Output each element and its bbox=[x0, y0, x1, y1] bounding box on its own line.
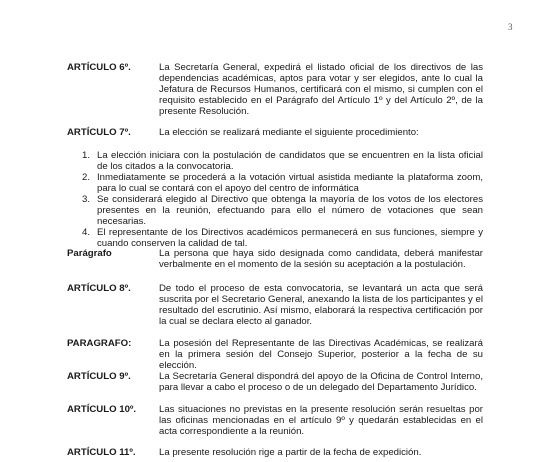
article-label: Parágrafo bbox=[67, 248, 112, 259]
article-text: La presente resolución rige a partir de la fecha de expedición. bbox=[159, 447, 422, 458]
list-item-number: 3. bbox=[82, 194, 91, 205]
list-item-text: Se considerará elegido al Directivo que obtenga la mayoría de los votos de los electores presentes en la reunión, efectuando para ello el número de votaciones que sean necesarias. bbox=[97, 194, 483, 227]
list-item-number: 1. bbox=[82, 150, 91, 161]
article-text: La elección se realizará mediante el siguiente procedimiento: bbox=[159, 127, 419, 138]
list-item-number: 2. bbox=[82, 172, 91, 183]
list-item-number: 4. bbox=[82, 227, 91, 238]
list-item bbox=[82, 172, 483, 194]
list-item bbox=[82, 227, 483, 249]
article-text: De todo el proceso de esta convocatoria, se levantará un acta que será suscrita por el Secretario General, anexando la lista de los participantes y el resultado del escrutinio. Así mismo, elaborará la respectiva certificación por la cual se declara electo al ganador. bbox=[159, 283, 483, 327]
list-item-text: La elección iniciara con la postulación de candidatos que se encuentren en la lista oficial de los citados a la convocatoria. bbox=[97, 150, 483, 172]
article-8 bbox=[67, 283, 483, 327]
article-text: Las situaciones no previstas en la presente resolución serán resueltas por las oficinas mencionadas en el artículo 9º y quedarán establecidas en el acta correspondiente a la reunión. bbox=[159, 404, 483, 437]
article-9 bbox=[67, 371, 483, 393]
page-number: 3 bbox=[508, 22, 513, 32]
procedure-list bbox=[82, 150, 483, 249]
article-text: La Secretaría General, expedirá el listado oficial de los directivos de las dependencias académicas, aptos para votar y ser elegidos, ante lo cual la Jefatura de Recursos Humanos, certificará con el mismo, si cumplen con el requisito establecido en el Parágrafo del Artículo 1º y del Artículo 2º, de la presente Resolución. bbox=[159, 62, 483, 117]
list-item-text: El representante de los Directivos académicos permanecerá en sus funciones, siempre y cuando conserven la calidad de tal. bbox=[97, 227, 483, 249]
list-item bbox=[82, 194, 483, 227]
article-label: ARTÍCULO 6º. bbox=[67, 62, 131, 73]
article-text: La posesión del Representante de las Directivas Académicas, se realizará en la primera sesión del Consejo Superior, posterior a la fecha de su elección. bbox=[159, 338, 483, 371]
list-item bbox=[82, 150, 483, 172]
article-11 bbox=[67, 447, 483, 458]
paragrafo-2 bbox=[67, 338, 483, 371]
article-label: ARTÍCULO 8º. bbox=[67, 283, 131, 294]
article-10 bbox=[67, 404, 483, 437]
article-label: PARAGRAFO: bbox=[67, 338, 132, 349]
article-label: ARTÍCULO 9º. bbox=[67, 371, 131, 382]
article-text: La Secretaría General dispondrá del apoyo de la Oficina de Control Interno, para llevar a cabo el proceso o de un delegado del Departamento Jurídico. bbox=[159, 371, 483, 393]
article-text: La persona que haya sido designada como candidata, deberá manifestar verbalmente en el momento de la sesión su aceptación a la postulación. bbox=[159, 248, 483, 270]
article-label: ARTÍCULO 10º. bbox=[67, 404, 137, 415]
article-label: ARTÍCULO 11º. bbox=[67, 447, 136, 458]
list-item-text: Inmediatamente se procederá a la votación virtual asistida mediante la plataforma zoom, para lo cual se contará con el apoyo del centro de informática bbox=[97, 172, 483, 194]
paragrafo bbox=[67, 248, 483, 270]
article-7 bbox=[67, 127, 483, 138]
article-label: ARTÍCULO 7º. bbox=[67, 127, 131, 138]
article-6 bbox=[67, 62, 483, 117]
